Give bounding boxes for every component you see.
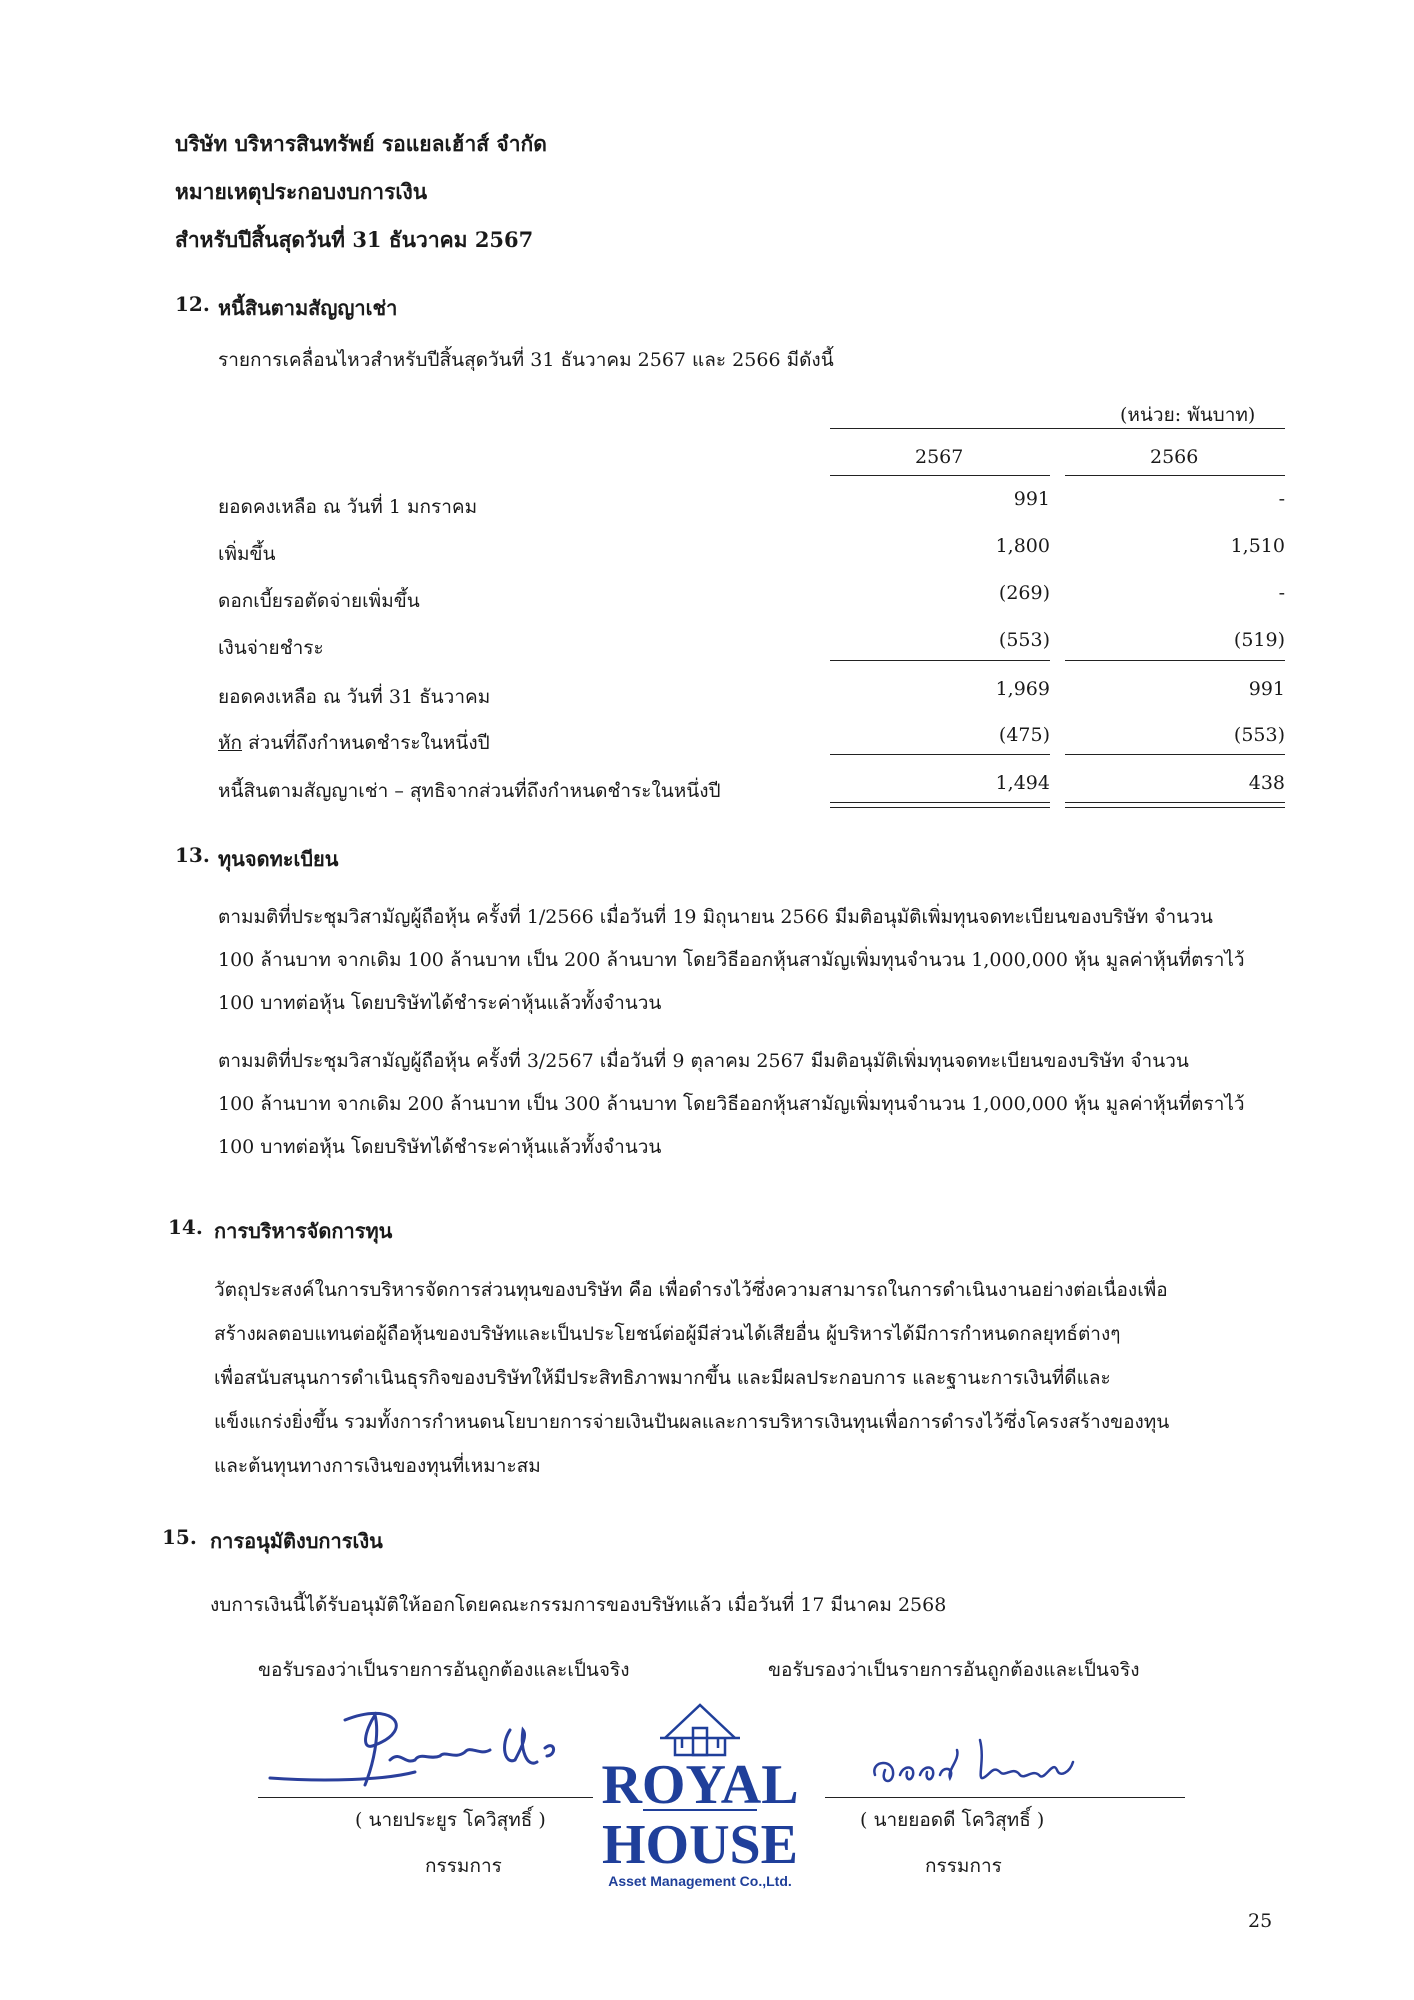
paragraph-line: 100 ล้านบาท จากเดิม 100 ล้านบาท เป็น 200 ล้านบาท โดยวิธีออกหุ้นสามัญเพิ่มทุนจำนวน 1,000,000 หุ้น มูลค่าหุ้นที่ตราไว้ <box>218 949 1245 971</box>
column-header-2566: 2566 <box>1150 446 1199 468</box>
double-rule-2566-b <box>1065 807 1285 808</box>
right-signature <box>865 1720 1095 1800</box>
row-label: เพิ่มขึ้น <box>218 543 276 565</box>
house-emblem-icon <box>585 1700 815 1890</box>
unit-label: (หน่วย: พันบาท) <box>1120 404 1256 426</box>
paragraph-line: และต้นทุนทางการเงินของทุนที่เหมาะสม <box>214 1455 541 1477</box>
paragraph-line: 100 ล้านบาท จากเดิม 200 ล้านบาท เป็น 300 ล้านบาท โดยวิธีออกหุ้นสามัญเพิ่มทุนจำนวน 1,000,000 หุ้น มูลค่าหุ้นที่ตราไว้ <box>218 1093 1245 1115</box>
paragraph-line: แข็งแกร่งยิ่งขึ้น รวมทั้งการกำหนดนโยบายการจ่ายเงินปันผลและการบริหารเงินทุนเพื่อการดำรงไว้ซึ่งโครงสร้างของทุน <box>214 1411 1170 1433</box>
value-2567: 991 <box>1013 488 1050 510</box>
value-2566: (519) <box>1233 629 1285 651</box>
section-15-text: งบการเงินนี้ได้รับอนุมัติให้ออกโดยคณะกรรมการของบริษัทแล้ว เมื่อวันที่ 17 มีนาคม 2568 <box>210 1594 947 1616</box>
row-label: ดอกเบี้ยรอตัดจ่ายเพิ่มขึ้น <box>218 590 420 612</box>
right-signer-position: กรรมการ <box>925 1855 1002 1877</box>
paragraph-line: เพื่อสนับสนุนการดำเนินธุรกิจของบริษัทให้มีประสิทธิภาพมากขึ้น และมีผลประกอบการ และฐานะการเงินที่ดีและ <box>214 1367 1111 1389</box>
left-signer-name: ( นายประยูร โควิสุทธิ์ ) <box>355 1809 546 1831</box>
double-rule-2567-a <box>830 802 1050 803</box>
value-2567: (553) <box>998 629 1050 651</box>
section-13-title: ทุนจดทะเบียน <box>218 847 339 871</box>
paragraph-line: 100 บาทต่อหุ้น โดยบริษัทได้ชำระค่าหุ้นแล้วทั้งจำนวน <box>218 992 662 1014</box>
column-rule-2566 <box>1065 475 1285 476</box>
row-label: ยอดคงเหลือ ณ วันที่ 1 มกราคม <box>218 496 478 518</box>
left-signature-line <box>258 1797 593 1798</box>
value-2566: (553) <box>1233 724 1285 746</box>
value-2566: - <box>1278 488 1285 510</box>
paragraph-line: ตามมติที่ประชุมวิสามัญผู้ถือหุ้น ครั้งที่ 3/2567 เมื่อวันที่ 9 ตุลาคม 2567 มีมติอนุมัติเพิ่มทุนจดทะเบียนของบริษัท จำนวน <box>218 1050 1189 1072</box>
row-label: ยอดคงเหลือ ณ วันที่ 31 ธันวาคม <box>218 686 491 708</box>
row-label: หนี้สินตามสัญญาเช่า – สุทธิจากส่วนที่ถึงกำหนดชำระในหนึ่งปี <box>218 780 721 802</box>
section-14-number: 14. <box>168 1215 203 1239</box>
company-logo <box>585 1700 815 1890</box>
value-2567: 1,969 <box>995 678 1050 700</box>
section-15-number: 15. <box>162 1525 197 1549</box>
value-2566: 1,510 <box>1230 535 1285 557</box>
row-label: เงินจ่ายชำระ <box>218 637 324 659</box>
value-2566: 438 <box>1248 772 1285 794</box>
subtotal-rule-2566 <box>1065 660 1285 661</box>
page-number: 25 <box>1248 1910 1273 1932</box>
logo-line-1: ROYAL <box>601 1754 799 1816</box>
paragraph-line: ตามมติที่ประชุมวิสามัญผู้ถือหุ้น ครั้งที่ 1/2566 เมื่อวันที่ 19 มิถุนายน 2566 มีมติอนุมัติเพิ่มทุนจดทะเบียนของบริษัท จำนวน <box>218 906 1213 928</box>
value-2567: (269) <box>998 582 1050 604</box>
column-header-2567: 2567 <box>915 446 964 468</box>
section-12-title: หนี้สินตามสัญญาเช่า <box>218 296 398 320</box>
right-certify-text: ขอรับรองว่าเป็นรายการอันถูกต้องและเป็นจริง <box>768 1659 1140 1681</box>
total-rule-2567 <box>830 754 1050 755</box>
section-15-title: การอนุมัติงบการเงิน <box>210 1529 383 1553</box>
section-12-intro: รายการเคลื่อนไหวสำหรับปีสิ้นสุดวันที่ 31 ธันวาคม 2567 และ 2566 มีดังนี้ <box>218 349 834 371</box>
total-rule-2566 <box>1065 754 1285 755</box>
section-14-paragraph <box>214 1268 1169 1488</box>
section-14-title: การบริหารจัดการทุน <box>214 1219 393 1243</box>
left-certify-text: ขอรับรองว่าเป็นรายการอันถูกต้องและเป็นจริง <box>258 1659 630 1681</box>
row-label <box>218 728 490 758</box>
double-rule-2566-a <box>1065 802 1285 803</box>
paragraph-line: 100 บาทต่อหุ้น โดยบริษัทได้ชำระค่าหุ้นแล้วทั้งจำนวน <box>218 1136 662 1158</box>
company-name: บริษัท บริหารสินทรัพย์ รอแยลเฮ้าส์ จำกัด <box>175 131 547 156</box>
section-12-number: 12. <box>175 292 210 316</box>
document-title: หมายเหตุประกอบงบการเงิน <box>175 179 428 204</box>
value-2567: (475) <box>998 724 1050 746</box>
right-signature-line <box>825 1797 1185 1798</box>
right-signer-name: ( นายยอดดี โควิสุทธิ์ ) <box>860 1809 1045 1831</box>
value-2567: 1,494 <box>995 772 1050 794</box>
value-2566: - <box>1278 582 1285 604</box>
row-label-text: ส่วนที่ถึงกำหนดชำระในหนึ่งปี <box>242 732 490 754</box>
subtotal-rule-2567 <box>830 660 1050 661</box>
period-label: สำหรับปีสิ้นสุดวันที่ 31 ธันวาคม 2567 <box>175 227 534 252</box>
left-signer-position: กรรมการ <box>425 1855 502 1877</box>
value-2566: 991 <box>1248 678 1285 700</box>
logo-line-2: HOUSE <box>601 1814 799 1876</box>
double-rule-2567-b <box>830 807 1050 808</box>
column-rule-2567 <box>830 475 1050 476</box>
paragraph-line: สร้างผลตอบแทนต่อผู้ถือหุ้นของบริษัทและเป็นประโยชน์ต่อผู้มีส่วนได้เสียอื่น ผู้บริหารได้มีการกำหนดกลยุทธ์ต่างๆ <box>214 1323 1121 1345</box>
value-2567: 1,800 <box>995 535 1050 557</box>
section-13-paragraph-1 <box>218 896 1245 1025</box>
section-13-paragraph-2 <box>218 1040 1245 1169</box>
left-signature <box>265 1690 595 1800</box>
paragraph-line: วัตถุประสงค์ในการบริหารจัดการส่วนทุนของบริษัท คือ เพื่อดำรงไว้ซึ่งความสามารถในการดำเนินงานอย่างต่อเนื่องเพื่อ <box>214 1279 1168 1301</box>
less-prefix: หัก <box>218 732 243 754</box>
logo-tagline: Asset Management Co.,Ltd. <box>608 1873 792 1889</box>
table-top-rule <box>830 428 1285 429</box>
section-13-number: 13. <box>175 843 210 867</box>
